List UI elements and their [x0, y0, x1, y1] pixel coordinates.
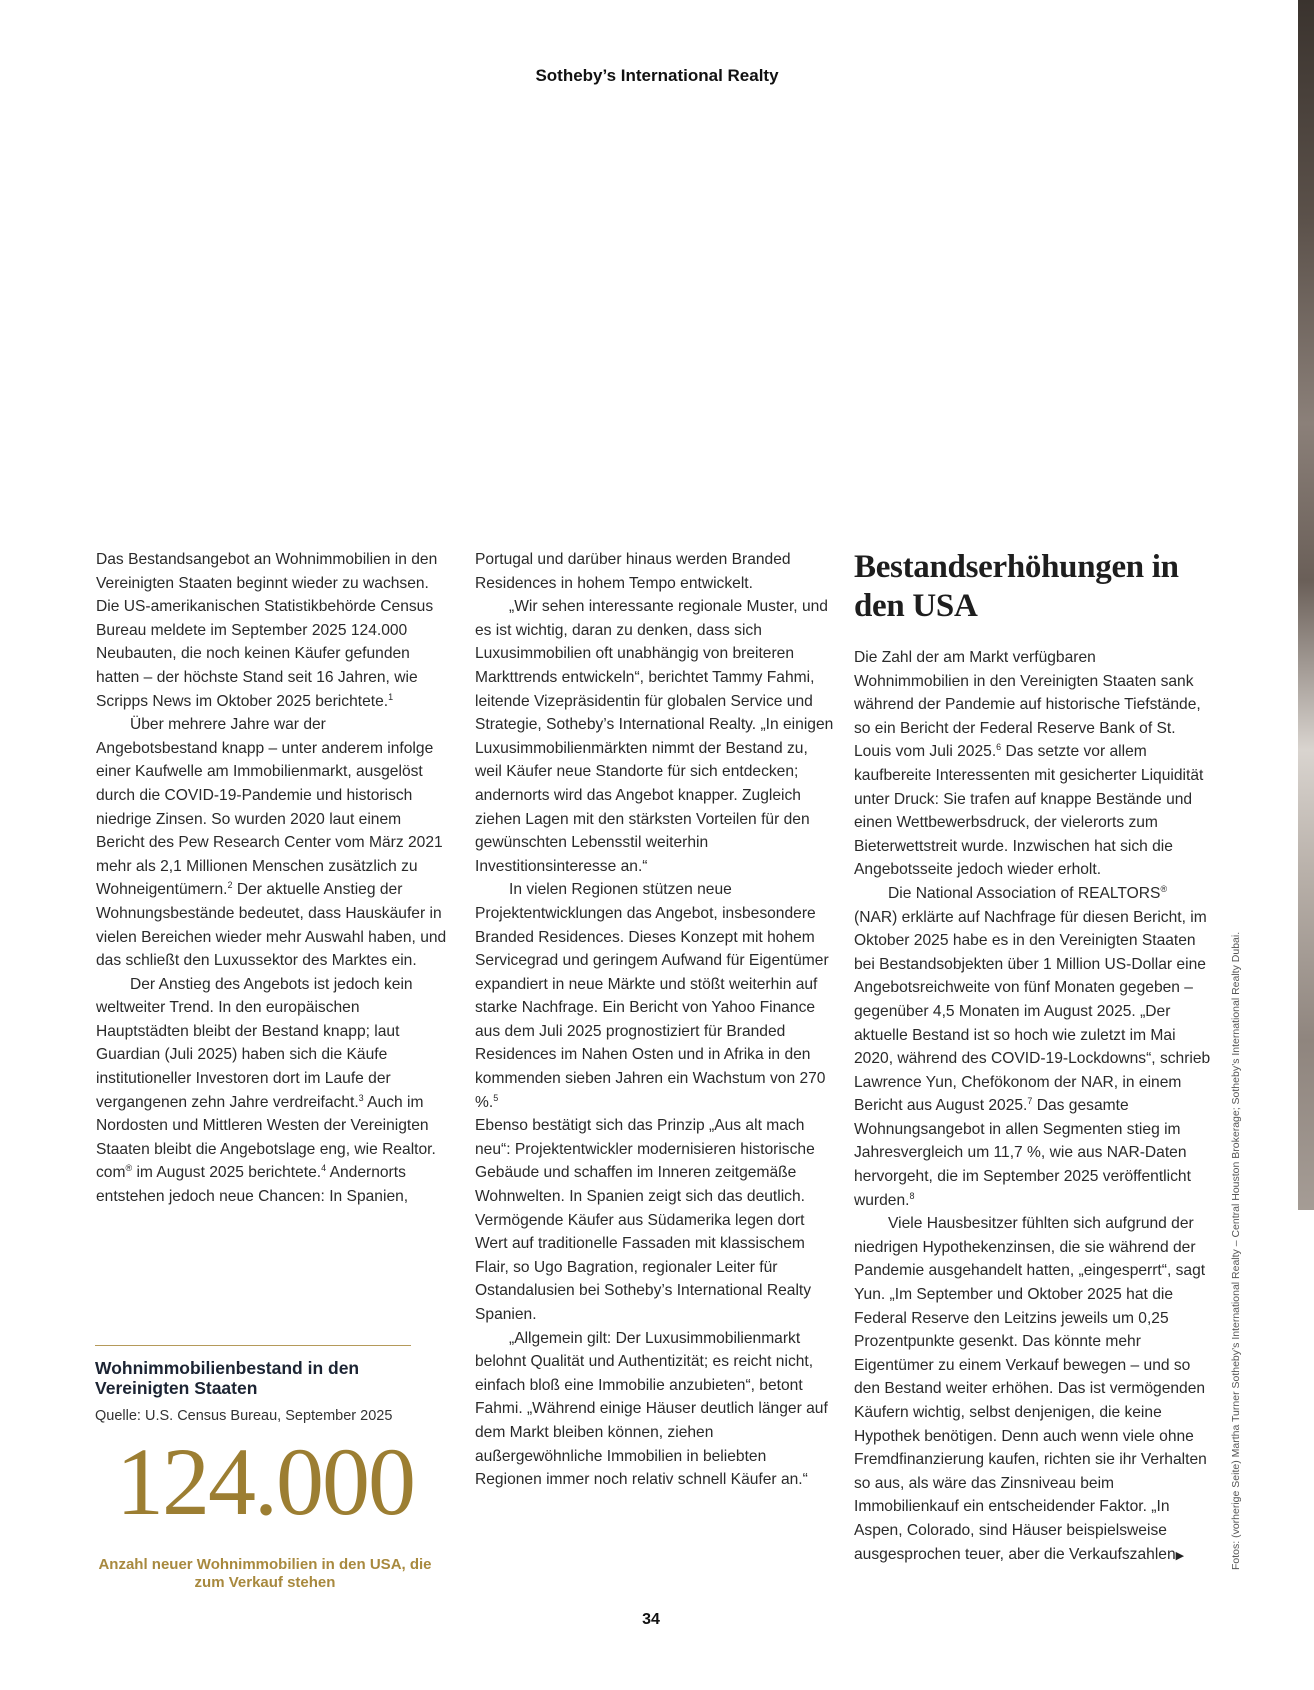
- article-column-3: [854, 548, 1214, 1568]
- footnote-ref: 8: [909, 1190, 915, 1201]
- paragraph: Das Bestandsangebot an Wohnimmobilien in den Vereinigten Staaten beginnt wieder zu wachsen. Die US-amerikanischen Statistikbehörde Census Bureau meldete im September 2025 124.000 Neubauten, die noch keinen Käufer gefunden hatten – der höchste Stand seit 16 Jahren, wie Scripps News im Oktober 2025 berichtete.$^1$: [96, 551, 438, 710]
- paragraph: Die Zahl der am Markt verfügbaren Wohnimmobilien in den Vereinigten Staaten sank während der Pandemie auf historische Tiefstände, so ein Bericht der Federal Reserve Bank of St. Louis vom Juli 2025.$^6$ Das setzte vor allem kaufbereite Interessenten mit gesicherter Liquidität unter Druck: Sie trafen auf knappe Bestände und einen Wettbewerbsdruck, der vielerorts zum Bieterwettstreit wurde. Inzwischen hat sich die Angebotsseite jedoch wieder erholt.: [854, 649, 1204, 879]
- section-headline: Bestandserhöhungen in den USA: [854, 549, 1179, 624]
- paragraph: Ebenso bestätigt sich das Prinzip „Aus alt mach neu“: Projektentwickler modernisieren historische Gebäude und schaffen im Inneren zeitgemäße Wohnwelten. In Spanien zeigt sich das deutlich. Vermögende Käufer aus Südamerika legen dort Wert auf traditionelle Fassaden mit klassischem Flair, so Ugo Bagration, regionaler Leiter für Ostandalusien bei Sotheby’s International Realty Spanien.: [475, 1117, 815, 1323]
- article-column-1: [96, 548, 448, 1209]
- stat-source: Quelle: U.S. Census Bureau, September 2025: [95, 1408, 393, 1424]
- paragraph: „Wir sehen interessante regionale Muster, und es ist wichtig, daran zu denken, dass sich Luxusimmobilien oft unabhängig von breiteren Markttrends entwickeln“, berichtet Tammy Fahmi, leitende Vizepräsidentin für globalen Service und Strategie, Sotheby’s International Realty. „In einigen Luxusimmobilienmärkten nimmt der Bestand zu, weil Käufer neue Standorte für sich entdecken; andernorts wird das Angebot knapper. Zugleich ziehen Lagen mit den stärksten Vorteilen für den gewünschten Lebensstil weiterhin Investitionsinteresse an.“: [475, 598, 834, 875]
- paragraph: „Allgemein gilt: Der Luxusimmobilienmarkt belohnt Qualität und Authentizität; es reicht nicht, einfach bloß eine Immobilie anzubieten“, betont Fahmi. „Während einige Häuser deutlich länger auf dem Markt bleiben können, ziehen außergewöhnliche Immobilien in beliebten Regionen immer noch relativ schnell Käufer an.“: [475, 1329, 828, 1489]
- footnote-ref: 7: [1027, 1096, 1033, 1107]
- stat-caption: Anzahl neuer Wohnimmobilien in den USA, die zum Verkauf stehen: [98, 1556, 432, 1591]
- footnote-ref: 5: [493, 1092, 499, 1103]
- paragraph: Der Anstieg des Angebots ist jedoch kein weltweiter Trend. In den europäischen Hauptstädten bleibt der Bestand knapp; laut Guardian (Juli 2025) haben sich die Käufe institutioneller Investoren dort im Laufe der vergangenen zehn Jahre verdreifacht.$^3$ Auch im Nordosten und Mittleren Westen der Vereinigten Staaten bleibt die Angebotslage eng, wie Realtor. com® im August 2025 berichtete.$^4$ Andernorts entstehen jedoch neue Chancen: In Spanien,: [96, 975, 436, 1206]
- continue-arrow-icon: ▶: [1175, 1549, 1185, 1562]
- footnote-ref: 6: [996, 742, 1002, 753]
- footnote-ref: 3: [358, 1092, 364, 1103]
- stat-callout: [95, 1345, 432, 1592]
- registered-mark: ®: [1160, 883, 1168, 894]
- page-number: 34: [642, 1611, 660, 1628]
- article-column-2: [475, 548, 835, 1492]
- paragraph: Die National Association of REALTORS® (NAR) erklärte auf Nachfrage für diesen Bericht, im Oktober 2025 habe es in den Vereinigten Staaten bei Bestandsobjekten über 1 Million US-Dollar eine Angebotsreichweite von fünf Monaten gegeben – gegenüber 4,5 Monaten im August 2025. „Der aktuelle Bestand ist so hoch wie zuletzt im Mai 2020, während des COVID-19-Lockdowns“, schrieb Lawrence Yun, Chefökonom der NAR, in einem Bericht aus August 2025.$^7$ Das gesamte Wohnungsangebot in allen Segmenten stieg im Jahresvergleich um 11,7 %, wie aus NAR-Daten hervorgeht, die im September 2025 veröffentlicht wurden.$^8$: [854, 883, 1211, 1209]
- stat-number: 124.000: [116, 1428, 414, 1535]
- footnote-ref: 2: [227, 880, 233, 891]
- photo-credit: Fotos: (vorherige Seite) Martha Turner Sotheby’s International Realty – Central Houston Brokerage; Sotheby’s International Realty Dubai.: [1230, 931, 1242, 1570]
- paragraph: Über mehrere Jahre war der Angebotsbestand knapp – unter anderem infolge einer Kaufwelle am Immobilienmarkt, ausgelöst durch die COVID-19-Pandemie und historisch niedrige Zinsen. So wurden 2020 laut einem Bericht des Pew Research Center vom März 2021 mehr als 2,1 Millionen Menschen zusätzlich zu Wohneigentümern.$^2$ Der aktuelle Anstieg der Wohnungsbestände bedeutet, dass Hauskäufer in vielen Bereichen wieder mehr Auswahl haben, und das schließt den Luxussektor des Marktes ein.: [96, 716, 447, 970]
- footnote-ref: 4: [321, 1163, 327, 1174]
- paragraph: Portugal und darüber hinaus werden Branded Residences in hohem Tempo entwickelt.: [475, 551, 791, 592]
- photo-edge: [1298, 0, 1314, 1210]
- footnote-ref: 1: [388, 691, 394, 702]
- paragraph: Viele Hausbesitzer fühlten sich aufgrund der niedrigen Hypothekenzinsen, die sie während der Pandemie ausgehandelt hatten, „eingesperrt“, sagt Yun. „Im September und Oktober 2025 hat die Federal Reserve den Leitzins jeweils um 0,25 Prozentpunkte gesenkt. Das könnte mehr Eigentümer zu einem Verkauf bewegen – und so den Bestand weiter erhöhen. Das ist vermögenden Käufern wichtig, selbst denjenigen, die keine Hypothek benötigen. Denn auch wenn viele ohne Fremdfinanzierung kaufen, richten sie ihr Verhalten so aus, als wäre das Zinsniveau beim Immobilienkauf ein entscheidender Faktor. „In Aspen, Colorado, sind Häuser beispielsweise ausgesprochen teuer, aber die Verkaufszahlen▶: [854, 1215, 1207, 1563]
- paragraph: In vielen Regionen stützen neue Projektentwicklungen das Angebot, insbesondere Branded Residences. Dieses Konzept mit hohem Servicegrad und geringem Aufwand für Eigentümer expandiert in neue Märkte und stößt weiterhin auf starke Nachfrage. Ein Bericht von Yahoo Finance aus dem Juli 2025 prognostiziert für Branded Residences im Nahen Osten und in Afrika in den kommenden sieben Jahren ein Wachstum von 270 %.$^5$: [475, 881, 829, 1111]
- brand-header: Sotheby’s International Realty: [535, 66, 779, 85]
- stat-title: Wohnimmobilienbestand in den Vereinigten Staaten: [95, 1358, 360, 1398]
- registered-mark: ®: [125, 1163, 133, 1174]
